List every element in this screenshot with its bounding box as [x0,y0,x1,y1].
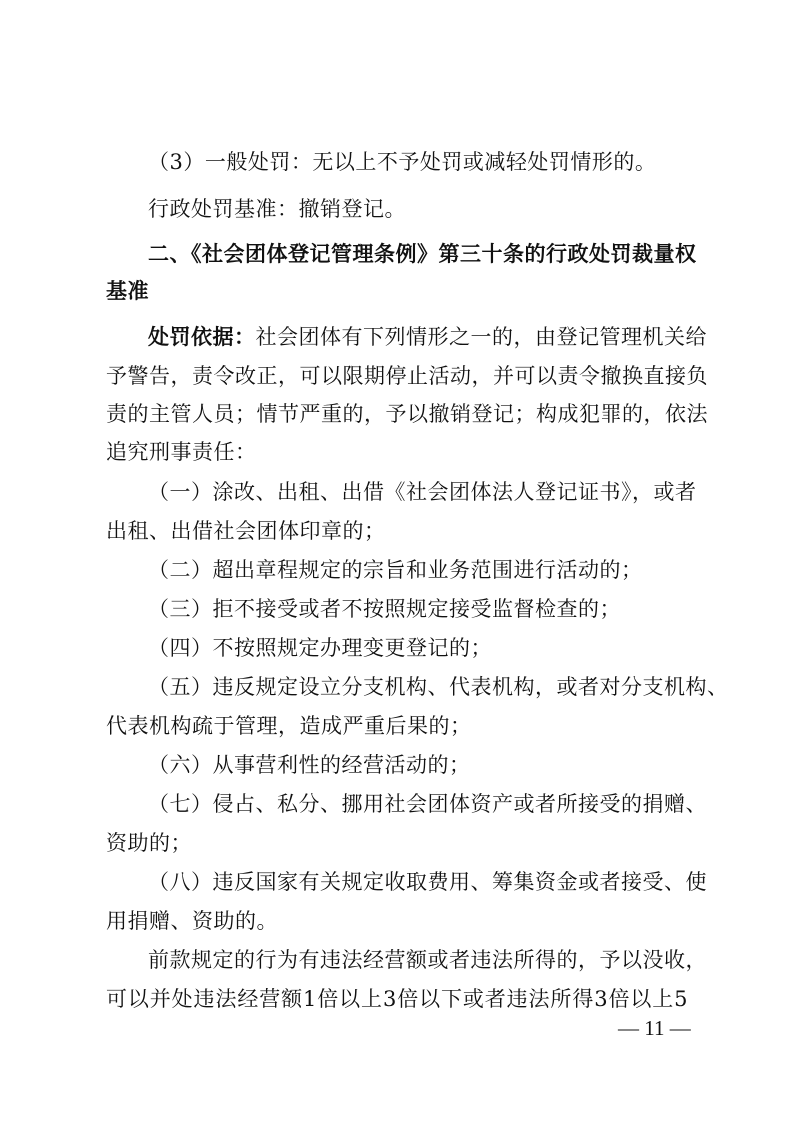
text-line [148,323,707,351]
page-number: — 11 — [618,1016,691,1040]
list-item-cont: 资助的； [106,831,192,855]
list-item: （六）从事营利性的经营活动的； [148,753,471,777]
section-heading-cont: 基准 [106,278,149,303]
text-line: 予警告，责令改正，可以限期停止活动，并可以责令撤换直接负 [106,364,708,388]
list-item-cont: 用捐赠、资助的。 [106,909,278,933]
list-item-cont: 出租、出借社会团体印章的； [106,519,386,543]
list-item: （五）违反规定设立分支机构、代表机构，或者对分支机构、 [148,675,729,699]
list-item: （四）不按照规定办理变更登记的； [148,636,492,660]
list-item: （八）违反国家有关规定收取费用、筹集资金或者接受、使 [148,870,707,894]
text-line: 可以并处违法经营额1倍以上3倍以下或者违法所得3倍以上5 [106,987,688,1011]
text-line: 责的主管人员；情节严重的，予以撤销登记；构成犯罪的，依法 [106,402,708,426]
list-item: （七）侵占、私分、挪用社会团体资产或者所接受的捐赠、 [148,792,707,816]
list-item: （二）超出章程规定的宗旨和业务范围进行活动的； [148,558,643,582]
penalty-basis-label: 处罚依据： [148,324,256,349]
text-line: 追究刑事责任： [106,440,257,464]
text-line: 前款规定的行为有违法经营额或者违法所得的，予以没收， [148,948,707,972]
list-item-cont: 代表机构疏于管理，造成严重后果的； [106,714,472,738]
text-line: （3）一般处罚：无以上不予处罚或减轻处罚情形的。 [148,150,657,174]
list-item: （三）拒不接受或者不按照规定接受监督检查的； [148,597,621,621]
penalty-basis-text: 社会团体有下列情形之一的，由登记管理机关给 [255,325,707,349]
list-item: （一）涂改、出租、出借《社会团体法人登记证书》，或者 [148,480,697,504]
text-line: 行政处罚基准：撤销登记。 [148,197,406,221]
section-heading: 二、《社会团体登记管理条例》第三十条的行政处罚裁量权 [148,241,697,266]
